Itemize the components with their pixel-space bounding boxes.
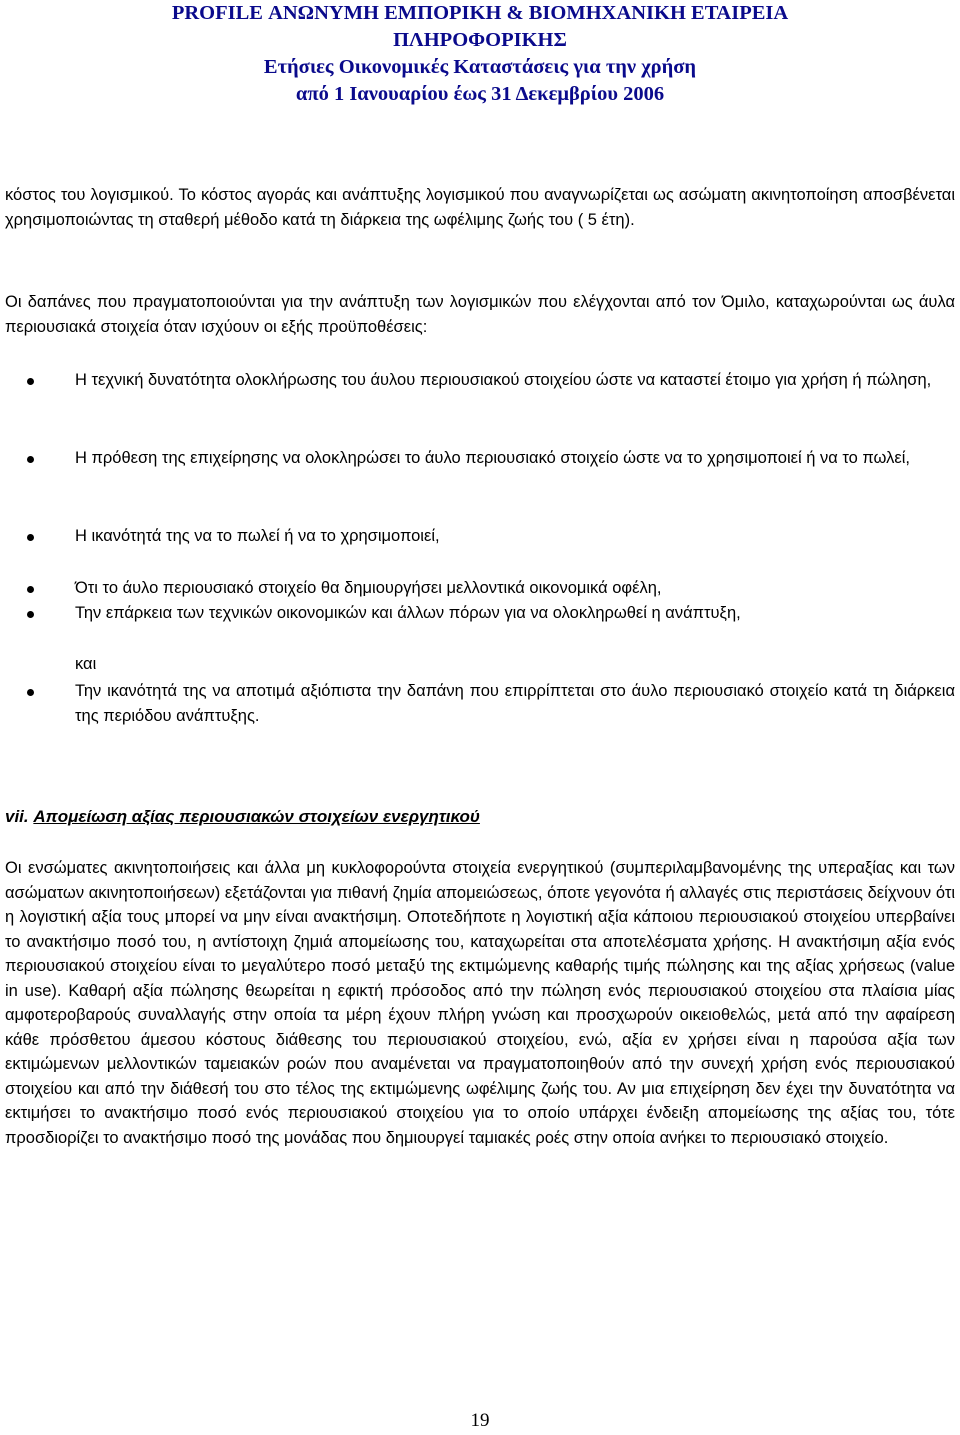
list-item-text: Η πρόθεση της επιχείρησης να ολοκληρώσει το άυλο περιουσιακό στοιχείο ώστε να το χρησιμοποιεί ή να το πωλεί, [75, 449, 910, 467]
section-number: vii. [5, 807, 29, 826]
list-item-text: Η ικανότητά της να το πωλεί ή να το χρησιμοποιεί, [75, 527, 440, 545]
company-name-cont: ΠΛΗΡΟΦΟΡΙΚΗΣ [393, 29, 567, 51]
bullet-icon [27, 689, 34, 696]
bullet-icon [27, 611, 34, 618]
bullet-icon [27, 534, 34, 541]
company-name: PROFILE ΑΝΩΝΥΜΗ ΕΜΠΟΡΙΚΗ & ΒΙΟΜΗΧΑΝΙΚΗ ΕΤΑΙΡΕΙΑ [171, 2, 789, 24]
bullet-icon [27, 456, 34, 463]
list-item-text: Η τεχνική δυνατότητα ολοκλήρωσης του άυλου περιουσιακού στοιχείου ώστε να καταστεί έτοιμο για χρήση ή πώληση, [75, 371, 932, 389]
document-header [0, 0, 960, 108]
section-heading [5, 805, 480, 830]
conditions-paragraph: Οι δαπάνες που πραγματοποιούνται για την ανάπτυξη των λογισμικών που ελέγχονται από τον Όμιλο, καταχωρούνται ως άυλα περιουσιακά στοιχεία όταν ισχύουν οι εξής προϋποθέσεις: [5, 293, 955, 336]
list-item-text: Ότι το άυλο περιουσιακό στοιχείο θα δημιουργήσει μελλοντικά οικονομικά οφέλη, [75, 579, 662, 597]
bullet-icon [27, 586, 34, 593]
page-number: 19 [470, 1410, 490, 1431]
section-title: Απομείωση αξίας περιουσιακών στοιχείων ενεργητικού [33, 807, 480, 826]
bullet-icon [27, 378, 34, 385]
section-paragraph: Οι ενσώματες ακινητοποιήσεις και άλλα μη κυκλοφορούντα στοιχεία ενεργητικού (συμπεριλαμβανομένης της υπεραξίας και των ασώματων ακινητοποιήσεων) εξετάζονται για πιθανή ζημία απομειώσεως, όποτε γεγονότα ή αλλαγές στις περιστάσεις δείχνουν ότι η λογιστική αξία τους μπορεί να μην είναι ανακτήσιμη. Οποτεδήποτε η λογιστική αξία κάποιου περιουσιακού στοιχείου υπερβαίνει το ανακτήσιμο ποσό του, η αντίστοιχη ζημιά απομείωσης του, καταχωρείται στα αποτελέσματα χρήσης. Η ανακτήσιμη αξία ενός περιουσιακού στοιχείου είναι το μεγαλύτερο ποσό μεταξύ της εκτιμώμενης καθαρής τιμής πώλησης και της αξίας χρήσεως (value in use). Καθαρή αξία πώλησης θεωρείται η εφικτή πρόσοδος από την πώληση ενός περιουσιακού στοιχείου στα πλαίσια μίας αμφοτεροβαρούς συναλλαγής στην οποία τα μέρη έχουν πλήρη γνώση και προσχωρούν οικειοθελώς, μετά από την αφαίρεση κάθε πρόσθετου άμεσου κόστους διάθεσης του περιουσιακού στοιχείου, ενώ, αξία εν χρήσει είναι η παρούσα αξία των εκτιμώμενων μελλοντικών ταμειακών ροών που αναμένεται να πραγματοποιηθούν από την συνεχή χρήση ενός περιουσιακού στοιχείου και από την διάθεσή του στο τέλος της εκτιμώμενης ωφέλιμης ζωής του. Αν μια επιχείρηση δεν έχει την δυνατότητα να εκτιμήσει το ανακτήσιμο ποσό ενός περιουσιακού στοιχείου για το οποίο υπάρχει ένδειξη απομείωσης της αξίας του, τότε προσδιορίζει το ανακτήσιμο ποσό της μονάδας που δημιουργεί ταμιακές ροές στην οποία ανήκει το περιουσιακό στοιχείο. [5, 859, 955, 1147]
list-item-text: Την ικανότητά της να αποτιμά αξιόπιστα την δαπάνη που επιρρίπτεται στο άυλο περιουσιακό στοιχείο κατά τη διάρκεια της περιόδου ανάπτυξης. [75, 682, 955, 725]
report-title: Ετήσιες Οικονομικές Καταστάσεις για την χρήση [263, 56, 697, 78]
intro-paragraph: κόστος του λογισμικού. Το κόστος αγοράς και ανάπτυξης λογισμικού που αναγνωρίζεται ως ασώματη ακινητοποίηση αποσβένεται χρησιμοποιώντας τη σταθερή μέθοδο κατά τη διάρκεια της ωφέλιμης ζωής του ( 5 έτη). [5, 186, 955, 229]
list-item-text: Την επάρκεια των τεχνικών οικονομικών και άλλων πόρων για να ολοκληρωθεί η ανάπτυξη, [75, 604, 741, 622]
report-period: από 1 Ιανουαρίου έως 31 Δεκεμβρίου 2006 [295, 83, 665, 105]
and-word: και [75, 655, 97, 673]
